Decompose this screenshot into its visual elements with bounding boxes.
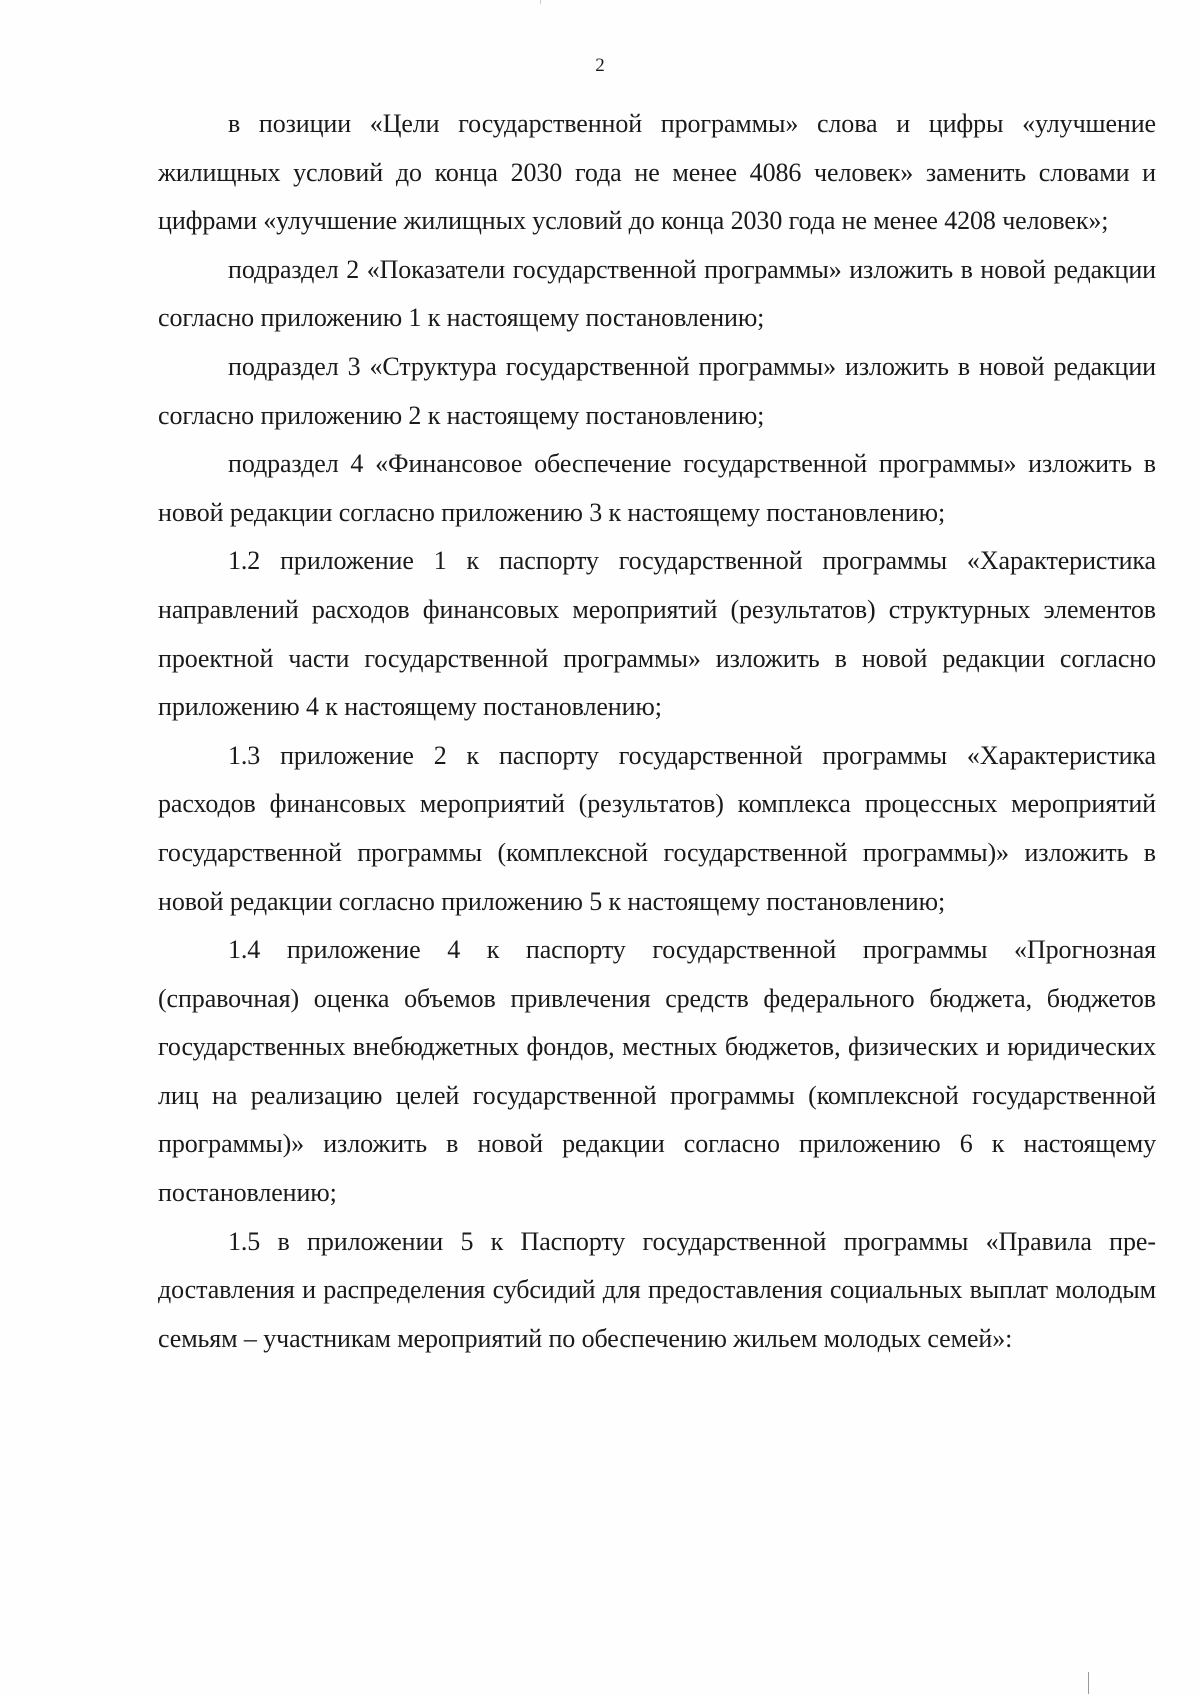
- paragraph-item-1-3: 1.3 приложение 2 к паспорту государственной программы «Характеристика расходов финансовых мероприятий (результатов) комплекса процессных мероприятий государственной программы (комплексной государственной программы)» изложить в новой редакции согласно приложению 5 к настоящему постановлению;: [158, 740, 1156, 916]
- paragraph-subsection-2: подраздел 2 «Показатели государственной программы» изложить в новой редакции согласно приложению 1 к настоящему постановлению;: [158, 254, 1156, 333]
- document-body: [158, 100, 1156, 1363]
- paragraph-item-1-2: 1.2 приложение 1 к паспорту государственной программы «Характеристика направлений расходов финансовых мероприятий (результатов) структурных элементов проектной части государственной программы» изложить в новой редакции согласно приложению 4 к настоящему постановлению;: [158, 546, 1156, 722]
- scan-artifact-top: [540, 0, 541, 4]
- paragraph-subsection-4: подраздел 4 «Финансовое обеспечение государственной программы» изложить в новой редакции согласно приложению 3 к настоящему постановлению;: [158, 449, 1156, 527]
- paragraph-item-1-5: 1.5 в приложении 5 к Паспорту государственной программы «Правила предоставления и распределения субсидий для предоставления социальных выплат молодым семьям – участникам мероприятий по обеспечению жильем молодых семей»:: [158, 1226, 1156, 1353]
- scan-artifact-bottom: [1088, 1672, 1089, 1694]
- paragraph-item-1-4: 1.4 приложение 4 к паспорту государственной программы «Прогнозная (справочная) оценка объемов привлечения средств федерального бюджета, бюджетов государственных внебюджетных фондов, местных бюджетов, физических и юридических лиц на реализацию целей государственной программы (комплексной государственной программы)» изложить в новой редакции согласно приложению 6 к настоящему постановлению;: [158, 935, 1156, 1208]
- page-number: 2: [595, 55, 605, 76]
- paragraph-goals: в позиции «Цели государственной программы» слова и цифры «улучшение жилищных условий до конца 2030 года не менее 4086 человек» заменить словами и цифрами «улучшение жилищных условий до конца 2030 года не менее 4208 человек»;: [158, 109, 1156, 236]
- paragraph-subsection-3: подраздел 3 «Структура государственной программы» изложить в новой редакции согласно приложению 2 к настоящему постановлению;: [158, 351, 1156, 430]
